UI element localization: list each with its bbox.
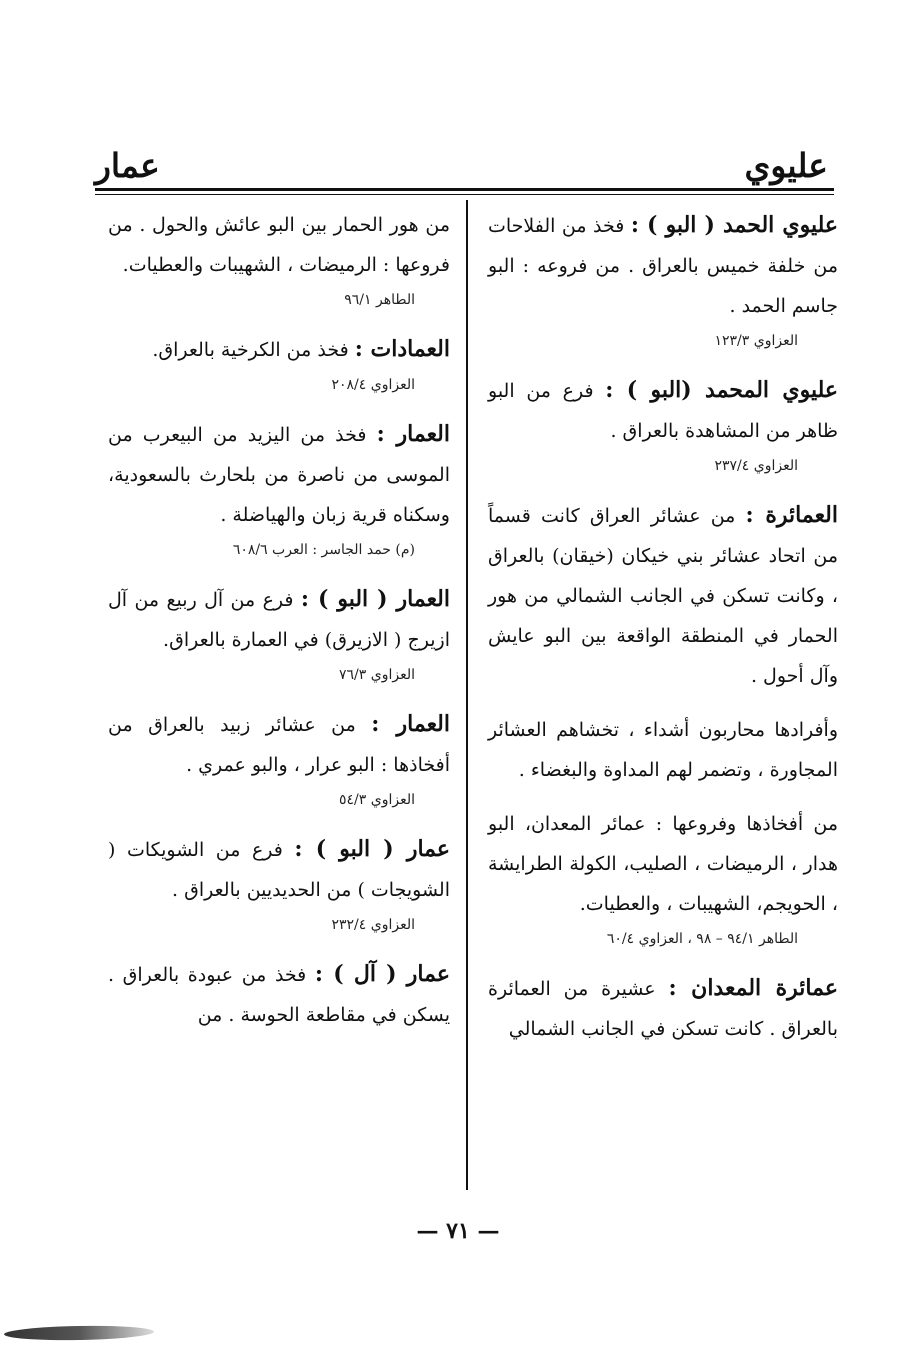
page-number: — ٧١ — <box>416 1218 500 1244</box>
header-rule-thin <box>95 194 834 195</box>
entry-text: فخذ من الكرخية بالعراق. <box>152 339 349 361</box>
entry <box>488 804 838 954</box>
entry-text: عشيرة من العمائرة بالعراق . كانت تسكن في الجانب الشمالي <box>488 978 838 1040</box>
entry-body <box>488 710 838 790</box>
entry-text: فخذ من عبودة بالعراق . يسكن في مقاطعة الحوسة . من <box>108 964 450 1026</box>
header-right-title: عليوي <box>744 146 828 185</box>
entry-head: عمار ( آل ) : <box>314 961 450 987</box>
entry-text: فرع من آل ربيع من آل ازيرج ( الازيرق) في العمارة بالعراق. <box>108 589 450 651</box>
entry-head: العمادات : <box>354 336 450 362</box>
entry-text: فخذ من الفلاحات من خلفة خميس بالعراق . من فروعه : البو جاسم الحمد . <box>488 215 838 317</box>
entry <box>108 205 450 315</box>
entry-body <box>488 968 838 1049</box>
entry <box>108 704 450 815</box>
entry <box>108 414 450 565</box>
entry-text: فرع من البو ظاهر من المشاهدة بالعراق . <box>488 380 838 442</box>
entry-body <box>108 954 450 1035</box>
column-divider <box>466 200 468 1190</box>
entry <box>108 954 450 1035</box>
entry-body <box>108 704 450 785</box>
entry-body <box>488 370 838 451</box>
entry <box>488 710 838 790</box>
entry-head: العمار : <box>376 421 451 447</box>
entry <box>488 205 838 356</box>
entry-text: من عشائر زبيد بالعراق من أفخاذها : البو عرار ، والبو عمري . <box>108 714 450 776</box>
entry-body <box>108 829 450 910</box>
entry-reference: الطاهر ٩٤/١ – ٩٨ ، العزاوي ٦٠/٤ <box>606 931 798 947</box>
entry-text: من أفخاذها وفروعها : عمائر المعدان، البو هدار ، الرميضات ، الصليب، الكولة الطرايشة ، الحويجم، الشهيبات ، والعطيات. <box>488 813 838 915</box>
entry-body <box>108 414 450 535</box>
entry-head: عمائرة المعدان : <box>668 975 838 1001</box>
entry-text: من هور الحمار بين البو عائش والحول . من فروعها : الرميضات ، الشهيبات والعطيات. <box>108 214 450 276</box>
entry-head: عليوي الحمد ( البو ) : <box>630 212 838 238</box>
entry-reference: العزاوي ٢٣٧/٤ <box>714 458 798 474</box>
entry-head: عليوي المحمد (البو ) : <box>605 377 838 403</box>
entry-reference: العزاوي ٧٦/٣ <box>339 667 415 683</box>
header-rule <box>95 188 834 191</box>
entry-text: وأفرادها محاربون أشداء ، تخشاهم العشائر المجاورة ، وتضمر لهم المداوة والبغضاء . <box>488 719 838 781</box>
entry-head: عمار ( البو ) : <box>294 836 450 862</box>
entry-reference: العزاوي ٢٣٢/٤ <box>331 917 415 933</box>
scan-smudge <box>4 1325 154 1342</box>
header-left-title: عمار <box>95 146 160 185</box>
entry-reference: الطاهر ٩٦/١ <box>344 292 415 308</box>
entry-body <box>488 495 838 696</box>
entry-text: فخذ من اليزيد من البيعرب من الموسى من ناصرة من بلحارث بالسعودية، وسكناه قرية زبان والهياضلة . <box>108 424 450 526</box>
entry <box>108 579 450 690</box>
page-header <box>95 130 828 185</box>
entry-body <box>488 205 838 326</box>
entry-body <box>488 804 838 924</box>
entry-body <box>108 205 450 285</box>
entry <box>108 329 450 400</box>
left-column <box>108 205 450 1049</box>
entry <box>488 968 838 1049</box>
entry-reference: العزاوي ١٢٣/٣ <box>714 333 798 349</box>
entry <box>488 495 838 696</box>
entry-body <box>108 579 450 660</box>
entry-head: العمار ( البو ) : <box>300 586 451 612</box>
entry-reference: (م) حمد الجاسر : العرب ٦٠٨/٦ <box>232 542 415 558</box>
entry-reference: العزاوي ٥٤/٣ <box>339 792 415 808</box>
entry <box>488 370 838 481</box>
right-column <box>488 205 838 1063</box>
entry-head: العمار : <box>371 711 450 737</box>
entry-head: العمائرة : <box>745 502 838 528</box>
entry-body <box>108 329 450 370</box>
entry <box>108 829 450 940</box>
entry-text: من عشائر العراق كانت قسماً من اتحاد عشائر بني خيكان (خيقان) بالعراق ، وكانت تسكن في الجانب الشمالي من هور الحمار في المنطقة الواقعة بين البو عايش وآل أحول . <box>488 505 838 687</box>
entry-reference: العزاوي ٢٠٨/٤ <box>331 377 415 393</box>
entry-text: فرع من الشويكات ( الشويجات ) من الحديديين بالعراق . <box>108 839 450 901</box>
